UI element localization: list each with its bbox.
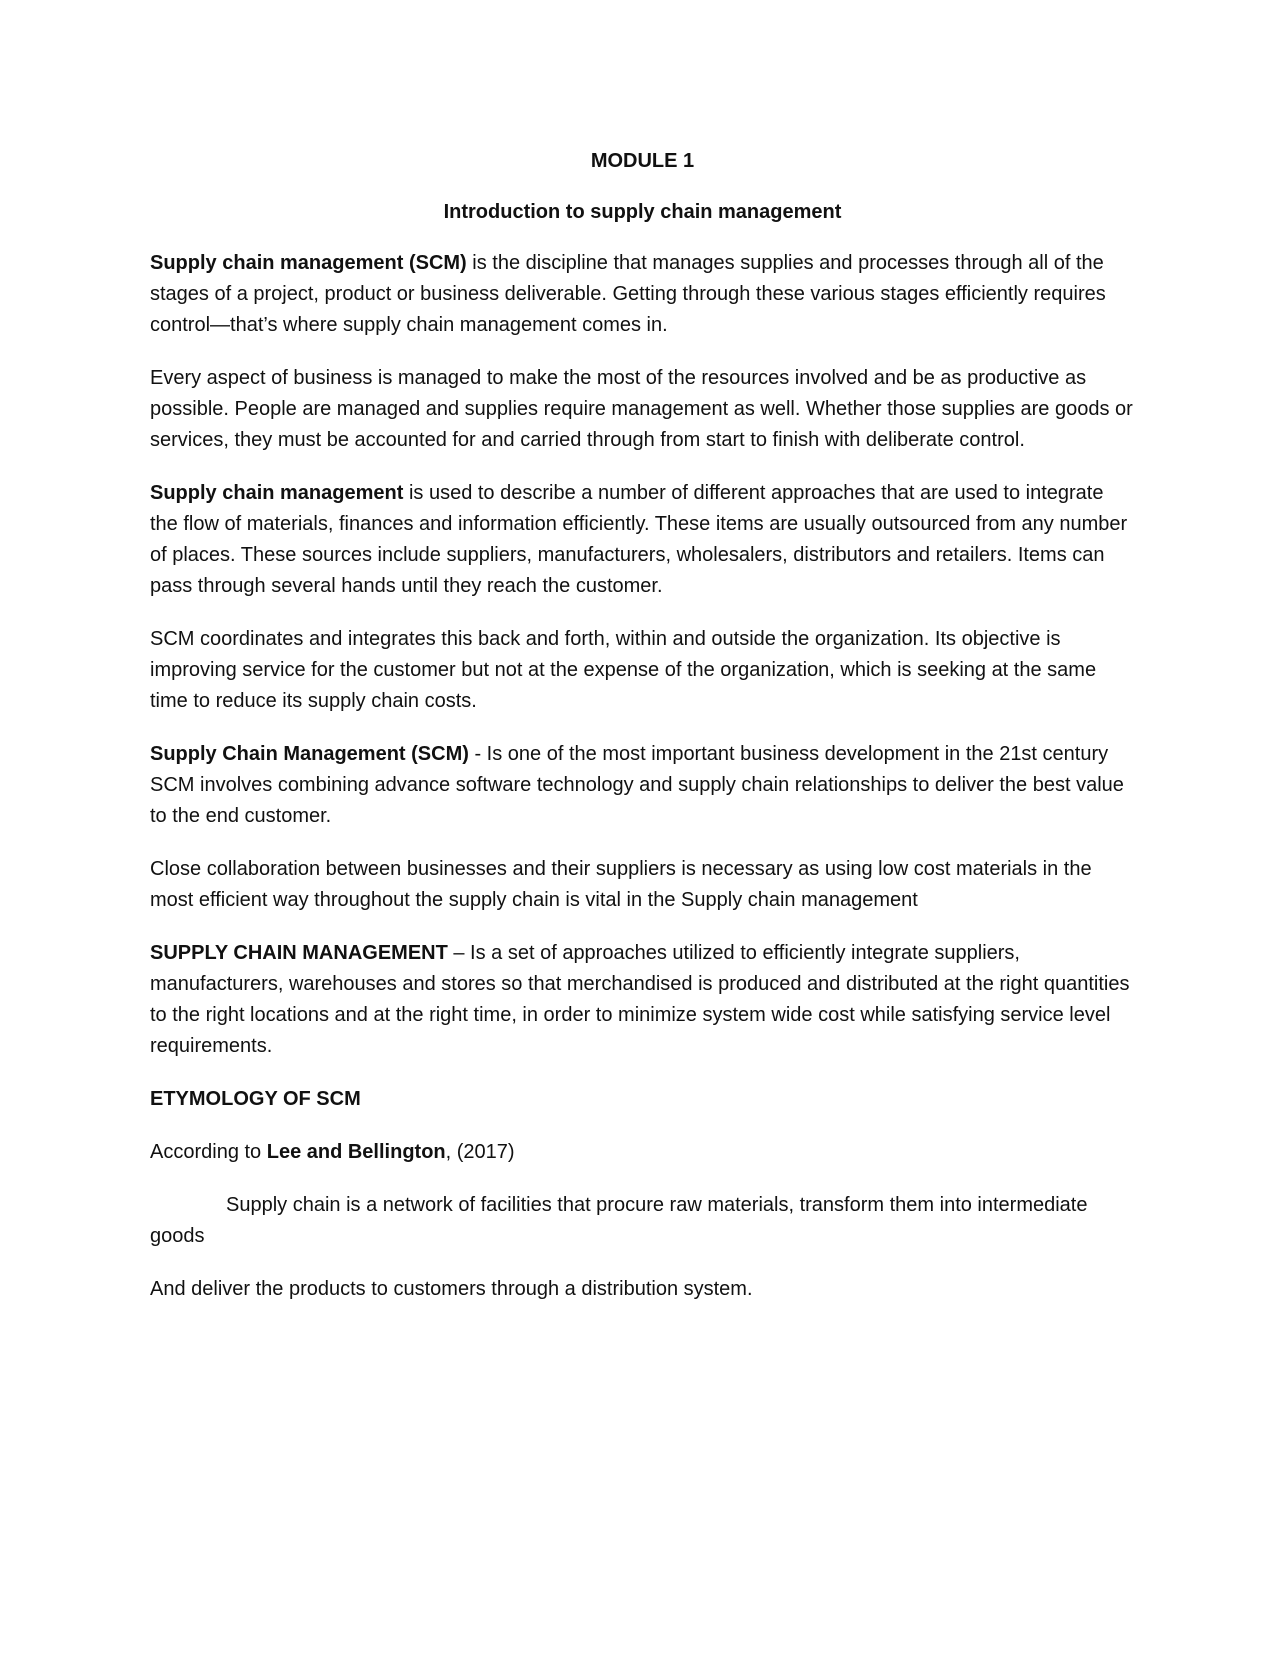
- paragraph-2: [150, 363, 1135, 456]
- paragraph-4: [150, 624, 1135, 717]
- paragraph-7-lead: SUPPLY CHAIN MANAGEMENT: [150, 942, 448, 964]
- paragraph-1: [150, 248, 1135, 341]
- paragraph-3-text: is used to describe a number of different approaches that are used to integrate the flow of materials, finances and information efficiently. These items are usually outsourced from any number of places. These sources include suppliers, manufacturers, wholesalers, distributors and retailers. Items can pass through several hands until they reach the customer.: [150, 482, 1128, 597]
- paragraph-4-text: SCM coordinates and integrates this back and forth, within and outside the organization. Its objective is improving service for the customer but not at the expense of the organization, which is seeking at the same time to reduce its supply chain costs.: [150, 628, 1097, 712]
- module-title: MODULE 1: [590, 150, 695, 172]
- paragraph-6: [150, 854, 1135, 916]
- paragraph-1-lead: Supply chain management (SCM): [150, 252, 467, 274]
- citation-line: [150, 1137, 1135, 1168]
- paragraph-7: [150, 938, 1135, 1062]
- paragraph-2-text: Every aspect of business is managed to make the most of the resources involved and be as productive as possible. People are managed and supplies require management as well. Whether those supplies are goods or services, they must be accounted for and carried through from start to finish with deliberate control.: [150, 367, 1133, 451]
- definition-indented: Supply chain is a network of facilities that procure raw materials, transform them into intermediate goods: [150, 1194, 1088, 1247]
- paragraph-5-lead: Supply Chain Management (SCM): [150, 743, 469, 765]
- document-page: [150, 146, 1135, 1327]
- definition-continued: And deliver the products to customers through a distribution system.: [150, 1278, 753, 1300]
- paragraph-3-lead: Supply chain management: [150, 482, 404, 504]
- paragraph-5-text: - Is one of the most important business development in the 21st century SCM involves combining advance software technology and supply chain relationships to deliver the best value to the end customer.: [150, 743, 1124, 827]
- paragraph-1-text: is the discipline that manages supplies and processes through all of the stages of a project, product or business deliverable. Getting through these various stages efficiently requires control—that’s where supply chain management comes in.: [150, 252, 1106, 336]
- etymology-heading: ETYMOLOGY OF SCM: [150, 1088, 361, 1110]
- paragraph-5: [150, 739, 1135, 832]
- citation-prefix: According to: [150, 1141, 267, 1163]
- paragraph-6-text: Close collaboration between businesses and their suppliers is necessary as using low cost materials in the most efficient way throughout the supply chain is vital in the Supply chain management: [150, 858, 1092, 911]
- document-subtitle: Introduction to supply chain management: [443, 201, 842, 223]
- citation-suffix: , (2017): [445, 1141, 515, 1163]
- paragraph-7-text: – Is a set of approaches utilized to efficiently integrate suppliers, manufacturers, warehouses and stores so that merchandised is produced and distributed at the right quantities to the right locations and at the right time, in order to minimize system wide cost while satisfying service level requirements.: [150, 942, 1130, 1057]
- paragraph-3: [150, 478, 1135, 602]
- citation-authors: Lee and Bellington: [266, 1141, 446, 1163]
